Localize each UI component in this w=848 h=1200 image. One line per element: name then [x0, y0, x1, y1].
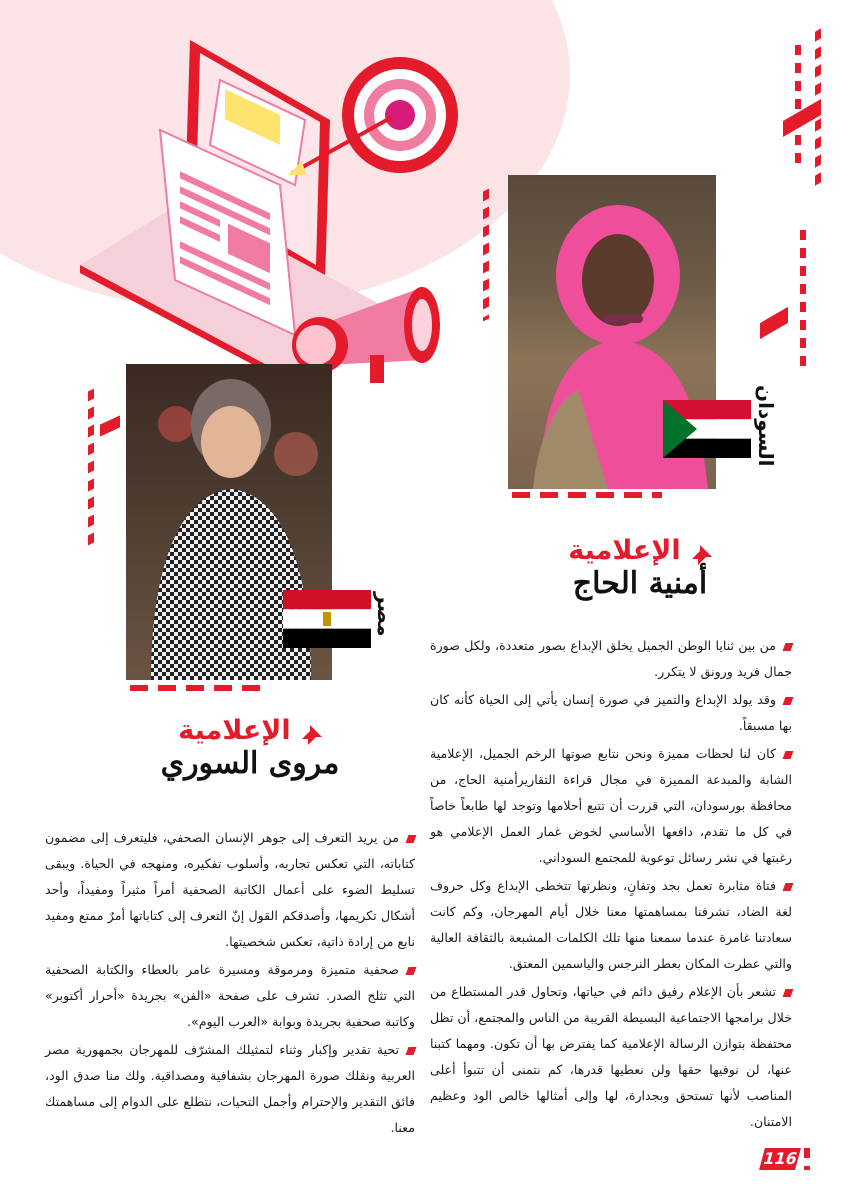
decor-stripe	[804, 1148, 810, 1170]
pin-icon	[692, 545, 712, 565]
sudan-flag	[663, 400, 751, 458]
paragraph: من بين ثنايا الوطن الجميل يخلق الإبداع بصور متعددة، ولكل صورة جمال فريد ورونق لا يتكرر.	[430, 638, 792, 679]
profile-title-right: الإعلامية	[568, 535, 681, 566]
article-right-column	[430, 633, 792, 1137]
bullet-icon	[406, 1047, 417, 1055]
paragraph: من يريد التعرف إلى جوهر الإنسان الصحفي، فليتعرف إلى مضمون كتاباته، التي تعكس تجاربه، وأسلوب تفكيره، ومنهجه في الحياة. ويبقى تسليط الضوء على أعمال الكاتبة الصحفية أمراً مثيراً ومفيداً، وأحد أشكال تكريمها، وأصدقكم القول إنّ التعرف إلى كتاباتها أمرٌ ممتع ومفيد نابع من إرادة ذاتية، تعكس شخصيتها.	[45, 830, 415, 949]
decor-stripe	[800, 230, 806, 370]
decor-stripe	[795, 45, 801, 165]
paragraph: تشعر بأن الإعلام رفيق دائم في حياتها، وتحاول قدر المستطاع من خلال برامجها الاجتماعية البسيطة القريبة من الناس والمجتمع، أن تظل محتفظة بتوازن الرسالة الإعلامية كما يفترض بها أن تكون. ومهما كتبنا عنها، لن نوفيها حقها ولن نعطيها قدرها، كم نتمنى أن تتبوأ أعلى المناصب لأنها تستحق وبجدارة، لها وإلى أمثالها خالص الود وعظيم الامتنان.	[430, 984, 792, 1129]
bullet-icon	[406, 967, 417, 975]
paragraph: صحفية متميزة ومرموقة ومسيرة عامر بالعطاء والكتابة الصحفية التي تثلج الصدر. تشرف على صفحة «الفن» بجريدة «أحرار أكتوبر» وكاتبة صحفية بجريدة وبوابة «العرب اليوم».	[45, 962, 415, 1029]
country-label-egypt: مصر	[373, 592, 397, 637]
paragraph: وقد يولد الإبداع والتميز في صورة إنسان يأتي إلى الحياة كأنه كان بها مسبقاً.	[430, 692, 792, 733]
decor-stripe	[483, 189, 489, 322]
decor-stripe	[130, 685, 260, 691]
bullet-icon	[783, 883, 794, 891]
article-left-column	[45, 825, 415, 1143]
laptop-newspaper-illustration	[70, 25, 470, 385]
decor-stripe	[88, 389, 94, 552]
egypt-flag	[283, 590, 371, 648]
profile-name-right: أمنية الحاج	[572, 566, 708, 601]
decor-block	[760, 307, 788, 339]
headline-left	[130, 715, 370, 781]
decor-stripe	[512, 492, 662, 498]
bullet-icon	[406, 835, 417, 843]
profile-title-left: الإعلامية	[178, 715, 291, 746]
decor-block	[100, 415, 120, 436]
bullet-icon	[783, 697, 794, 705]
bullet-icon	[783, 989, 794, 997]
bullet-icon	[783, 751, 794, 759]
paragraph: فتاة مثابرة تعمل بجد وتفانٍ، ونظرتها تتخطى الإبداع وكل حروف لغة الضاد، تشرفنا بمساهمتها معنا خلال أيام المهرجان، وكم كانت سعادتنا غامرة عندما سمعنا منها تلك الكلمات المشبعة بالثقافة العالية والتي عطرت المكان بعطر النرجس والياسمين المعتق.	[430, 878, 792, 971]
headline-right	[520, 535, 760, 601]
pin-icon	[302, 725, 322, 745]
country-label-sudan: السودان	[754, 385, 778, 467]
paragraph: كان لنا لحظات مميزة ونحن نتابع صوتها الرخم الجميل، الإعلامية الشابة والمبدعة المميزة في مجال قراءة التقاريرأمنية الحاج، من محافظة بورسودان، التي قررت أن تتبع أحلامها وتوجد لها طابعاً خاصاً في كل ما تقدم، دافعها الأساسي لخوض غمار العمل الإعلامي هو رغبتها في نشر رسائل توعوية للمجتمع السوداني.	[430, 746, 792, 865]
page-number: 116	[760, 1149, 800, 1168]
paragraph: تحية تقدير وإكبار وثناء لتمثيلك المشرّف للمهرجان بجمهورية مصر العربية ونقلك صورة المهرجان بشفافية ومصداقية. ولك منا صدق الود، فائق التقدير والإحترام وأجمل التحيات، نتطلع على الدوام إلى مساهمتك معنا.	[45, 1042, 415, 1135]
bullet-icon	[783, 643, 794, 651]
profile-name-left: مروى السوري	[160, 746, 340, 781]
